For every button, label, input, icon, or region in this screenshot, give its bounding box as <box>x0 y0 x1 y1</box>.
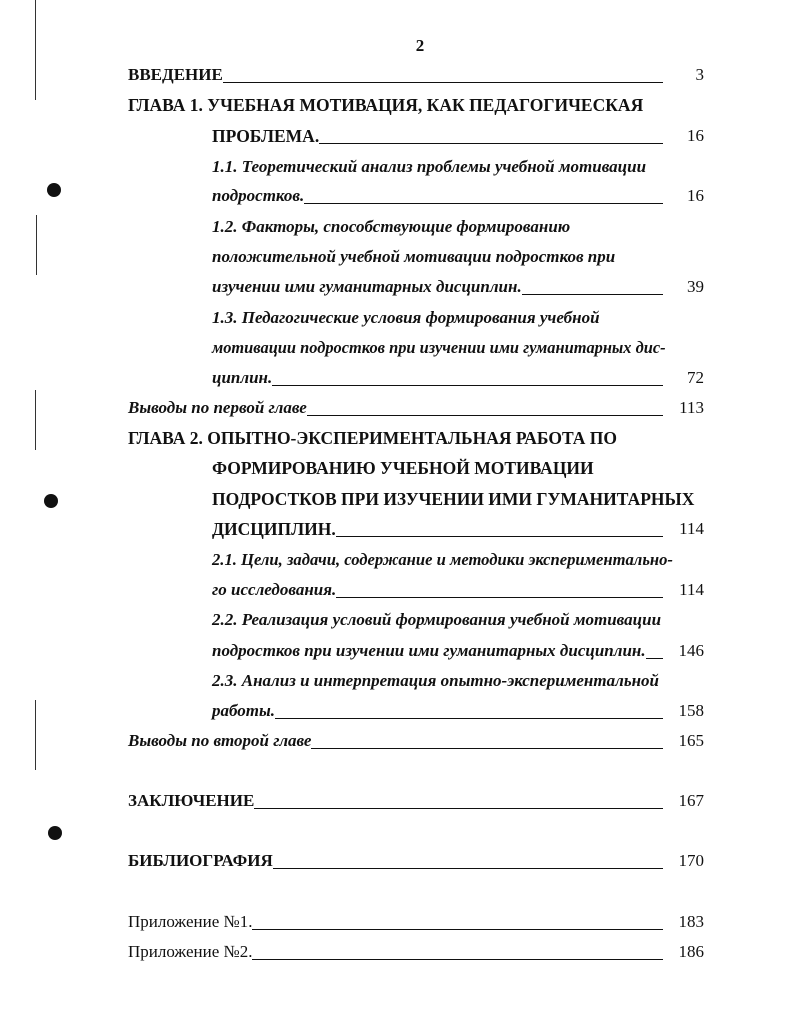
toc-entry-label: ЗАКЛЮЧЕНИЕ <box>128 791 255 810</box>
toc-entry-chapter-2 <box>212 517 663 541</box>
toc-entry-appendix-1 <box>128 910 663 934</box>
toc-entry-label: Приложение №2. <box>128 942 253 961</box>
page-number: 2 <box>415 36 425 55</box>
section-1-3-title: 1.3. Педагогические условия формирования учебной <box>212 308 600 327</box>
dot-leader <box>223 82 663 83</box>
toc-entry-section-1-2 <box>212 275 663 299</box>
toc-entry-label: Выводы по второй главе <box>128 731 312 750</box>
toc-page-number: 165 <box>678 731 704 750</box>
section-2-1-title: 2.1. Цели, задачи, содержание и методики экспериментально- <box>212 550 673 569</box>
toc-entry-conclusions-2 <box>128 729 663 753</box>
toc-entry-section-1-1 <box>212 184 663 208</box>
dot-leader <box>272 385 663 386</box>
toc-entry-label: ДИСЦИПЛИН. <box>212 519 336 539</box>
toc-page-number: 114 <box>679 580 704 599</box>
chapter-2-title-cont: ФОРМИРОВАНИЮ УЧЕБНОЙ МОТИВАЦИИ <box>212 458 594 478</box>
section-2-2-title: 2.2. Реализация условий формирования учебной мотивации <box>212 610 662 629</box>
toc-page-number: 186 <box>678 942 704 961</box>
chapter-2-title-cont: ПОДРОСТКОВ ПРИ ИЗУЧЕНИИ ИМИ ГУМАНИТАРНЫХ <box>212 489 695 509</box>
dot-leader <box>252 959 663 960</box>
dot-leader <box>336 597 663 598</box>
toc-entry-label: подростков при изучении ими гуманитарных дисциплин. <box>212 641 646 660</box>
toc-entry-label: Выводы по первой главе <box>128 398 307 417</box>
section-1-3-title-cont: мотивации подростков при изучении ими гуманитарных дис- <box>212 338 666 357</box>
dot-leader <box>522 294 663 295</box>
toc-entry-section-1-3 <box>212 366 663 390</box>
toc-entry-section-2-1 <box>212 578 663 602</box>
section-2-3-title: 2.3. Анализ и интерпретация опытно-экспериментальной <box>212 671 659 690</box>
dot-leader <box>319 143 663 144</box>
toc-page-number: 16 <box>687 126 704 145</box>
toc-page-number: 39 <box>687 277 704 296</box>
section-1-1-title: 1.1. Теоретический анализ проблемы учебной мотивации <box>212 157 647 176</box>
toc-entry-appendix-2 <box>128 940 663 964</box>
binding-edge-line <box>35 700 36 770</box>
chapter-2-title: ГЛАВА 2. ОПЫТНО-ЭКСПЕРИМЕНТАЛЬНАЯ РАБОТА ПО <box>128 428 618 448</box>
dot-leader <box>275 718 663 719</box>
toc-entry-label: изучении ими гуманитарных дисциплин. <box>212 277 522 296</box>
toc-entry-label: подростков. <box>212 186 305 205</box>
toc-entry-section-2-3 <box>212 699 663 723</box>
toc-entry-label: го исследования. <box>212 580 337 599</box>
toc-entry-intro <box>128 63 663 87</box>
dot-leader <box>311 748 663 749</box>
toc-entry-label: циплин. <box>212 368 273 387</box>
toc-page-number: 72 <box>687 368 704 387</box>
toc-page-number: 3 <box>695 65 704 84</box>
toc-page-number: 170 <box>678 851 704 870</box>
dot-leader <box>254 808 663 809</box>
dot-leader <box>307 415 663 416</box>
toc-entry-section-2-2 <box>212 639 663 663</box>
binding-edge-line <box>36 215 37 275</box>
toc-page-number: 158 <box>678 701 704 720</box>
toc-page-number: 183 <box>678 912 704 931</box>
dot-leader <box>273 868 663 869</box>
toc-entry-label: работы. <box>212 701 276 720</box>
toc-entry-label: Приложение №1. <box>128 912 253 931</box>
toc-page-number: 114 <box>679 519 704 538</box>
toc-page-number: 167 <box>678 791 704 810</box>
dot-leader <box>336 536 663 537</box>
binding-edge-line <box>35 390 36 450</box>
chapter-1-title: ГЛАВА 1. УЧЕБНАЯ МОТИВАЦИЯ, КАК ПЕДАГОГИЧЕСКАЯ <box>128 95 644 115</box>
toc-entry-label: БИБЛИОГРАФИЯ <box>128 851 273 870</box>
toc-page-number: 146 <box>678 641 704 660</box>
toc-entry-conclusions-1 <box>128 396 663 420</box>
section-1-2-title: 1.2. Факторы, способствующие формированию <box>212 217 571 236</box>
dot-leader <box>304 203 663 204</box>
toc-page-number: 113 <box>679 398 704 417</box>
binding-hole-mark <box>47 183 61 197</box>
dot-leader <box>252 929 663 930</box>
binding-hole-mark <box>48 826 62 840</box>
toc-entry-bibliography <box>128 849 663 873</box>
toc-entry-label: ВВЕДЕНИЕ <box>128 65 223 84</box>
dot-leader <box>646 658 663 659</box>
section-1-2-title-cont: положительной учебной мотивации подростков при <box>212 247 616 266</box>
toc-entry-chapter-1 <box>212 124 663 148</box>
toc-entry-label: ПРОБЛЕМА. <box>212 126 320 146</box>
toc-entry-conclusion <box>128 789 663 813</box>
toc-page-number: 16 <box>687 186 704 205</box>
binding-hole-mark <box>44 494 58 508</box>
